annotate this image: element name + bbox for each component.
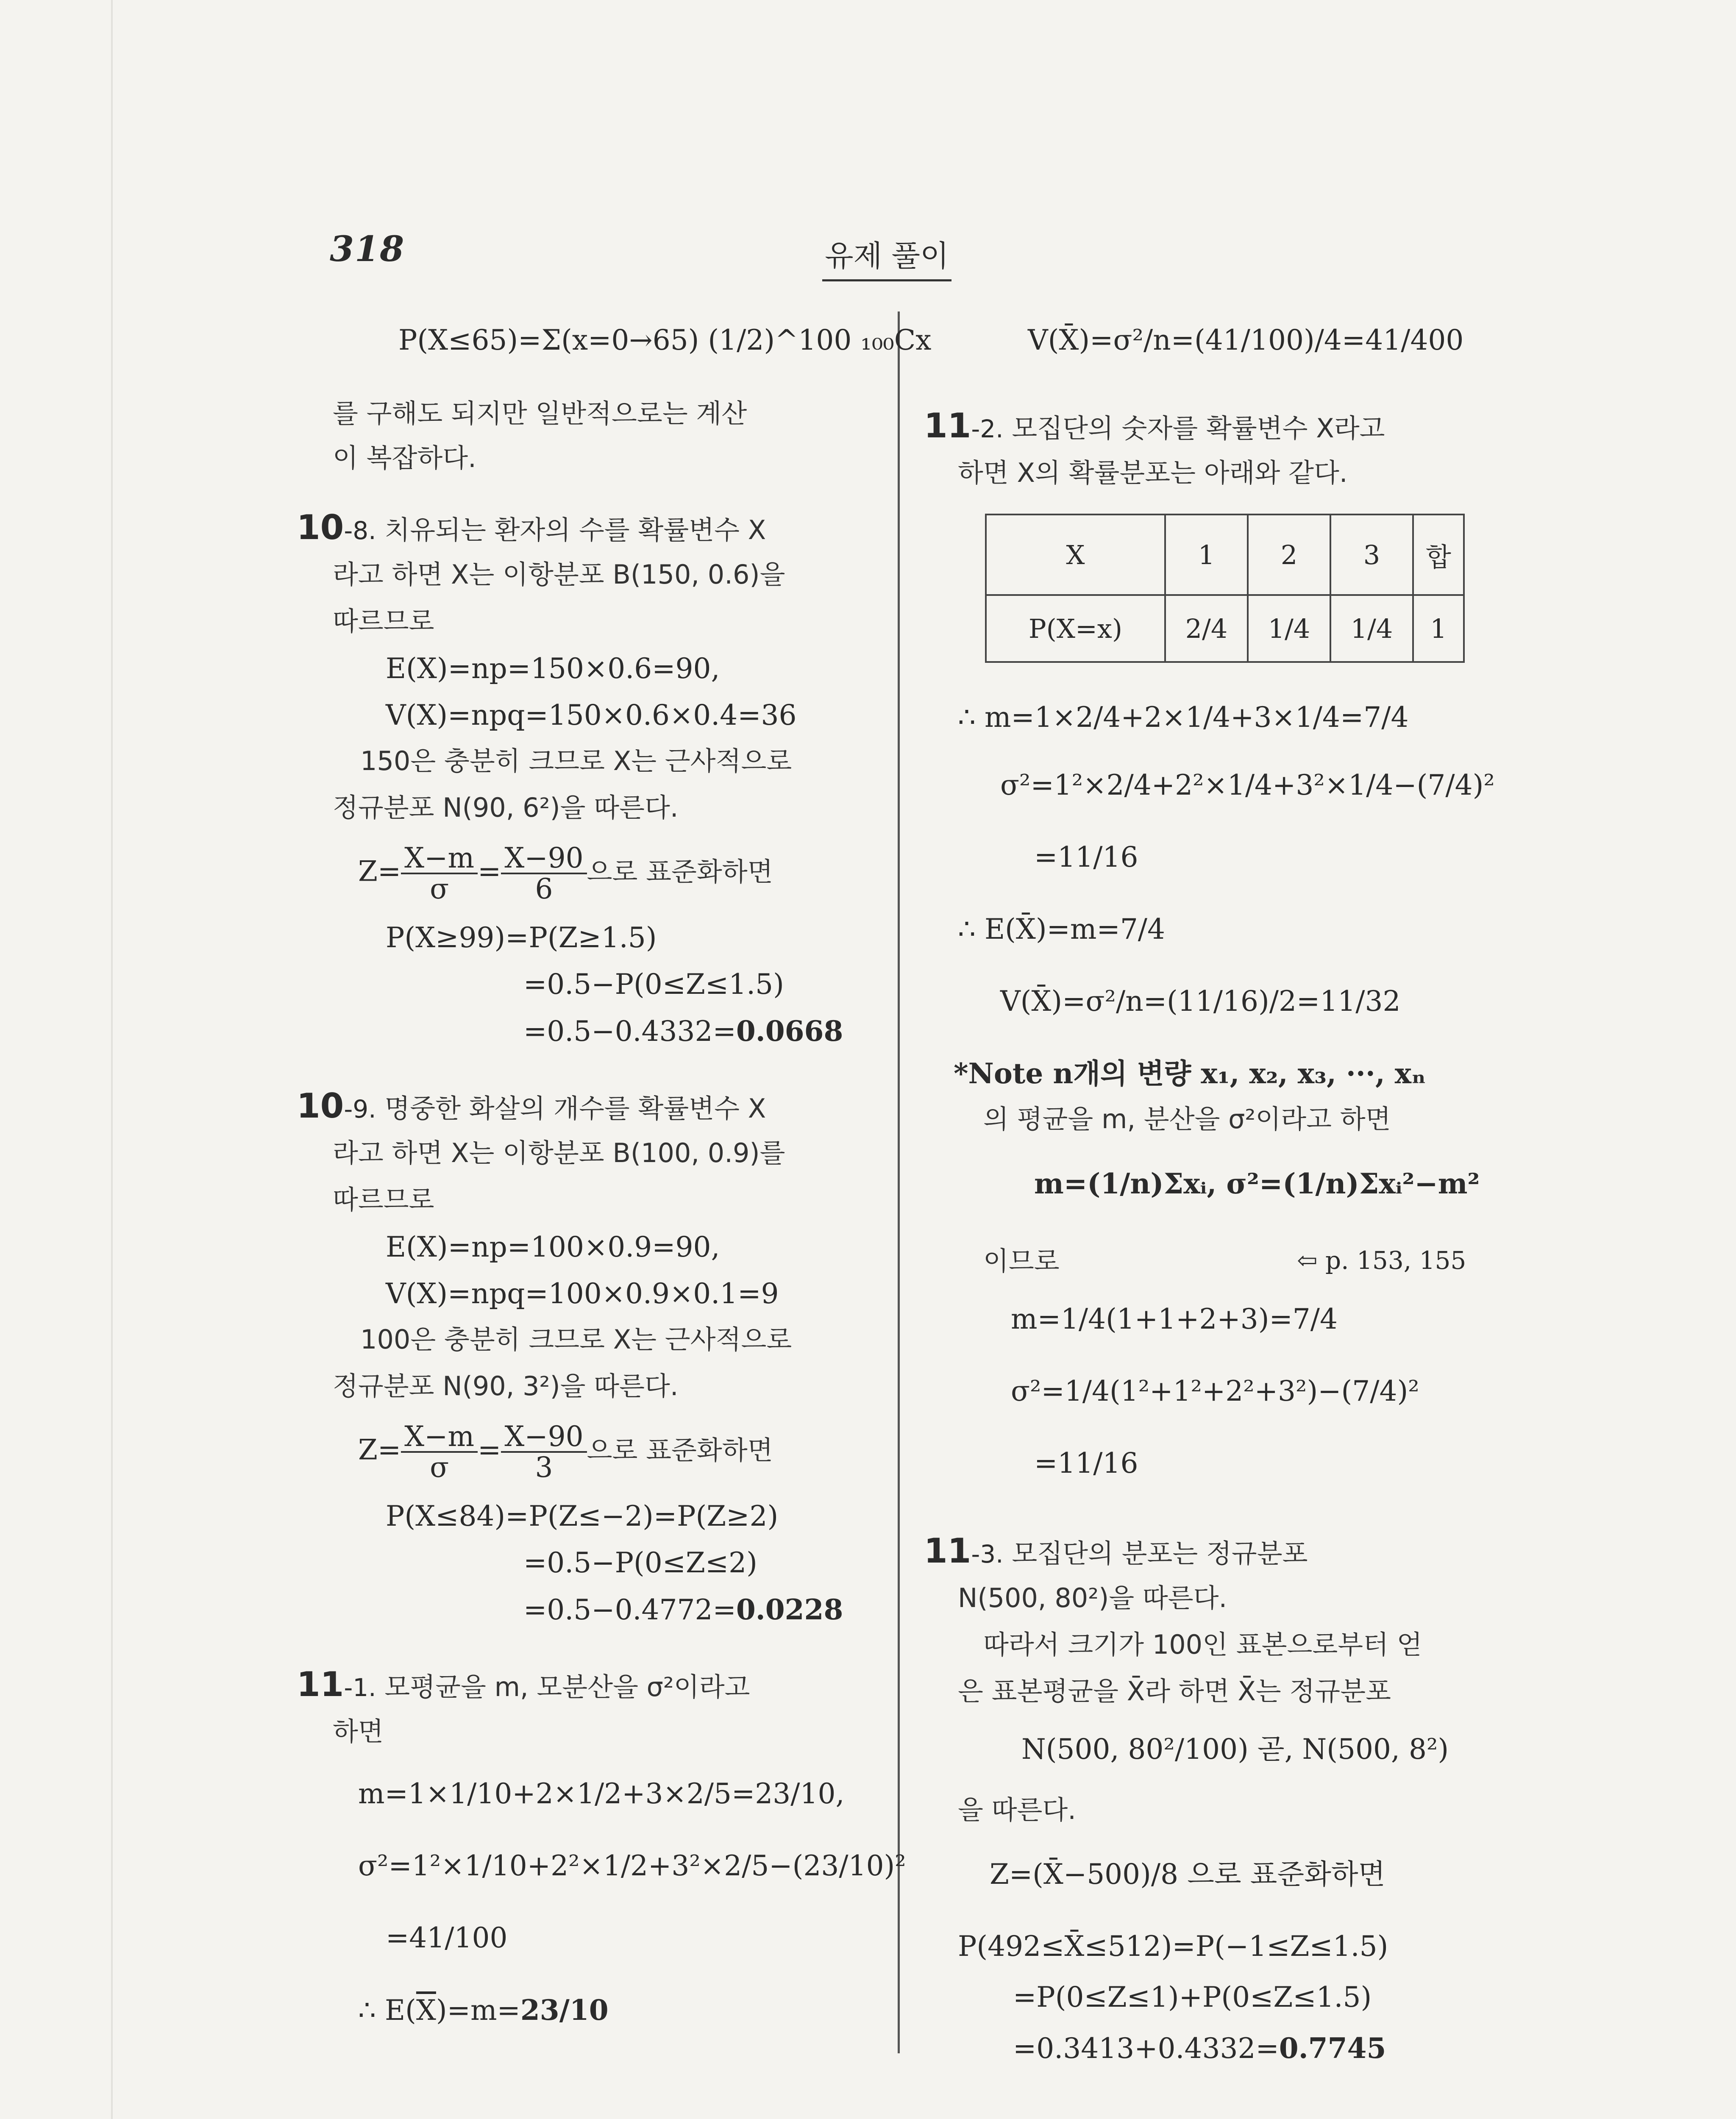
formula-mean: m=1×1/10+2×1/2+3×2/5=23/10, (358, 1777, 845, 1810)
problem-subnumber: -3. (971, 1540, 1004, 1568)
fraction: $\frac{X-90}{6}$ (501, 843, 587, 904)
problem-11-2-heading (924, 406, 1385, 445)
problem-10-9-heading (297, 1086, 766, 1126)
fraction: $\frac{X-m}{\sigma}$ (401, 843, 478, 904)
formula-answer: ∴ $E(\overline{X})=m=23/10$ (358, 1994, 609, 2027)
formula-answer: =0.5−0.4772=0.0228 (523, 1593, 843, 1626)
text-line: 은 표본평균을 X̄라 하면 X̄는 정규분포 (958, 1676, 1391, 1707)
formula-expectation: E(X)=np=100×0.9=90, (386, 1231, 720, 1263)
problem-11-1-heading (297, 1665, 750, 1704)
problem-number: 11 (924, 1531, 971, 1571)
formula-probability: =P(0≤Z≤1)+P(0≤Z≤1.5) (1013, 1981, 1372, 2013)
text-line: 정규분포 N(90, 3²)을 따른다. (333, 1371, 679, 1402)
table-cell: X (986, 514, 1165, 595)
probability-distribution-table (985, 514, 1465, 663)
text-line: 따르므로 (333, 1184, 434, 1215)
formula-probability: =0.5−P(0≤Z≤1.5) (523, 968, 784, 1001)
problem-number: 11 (924, 406, 971, 445)
problem-number: 10 (297, 1086, 344, 1126)
answer-value: 23/10 (520, 1994, 609, 2027)
text-line: 정규분포 N(90, 6²)을 따른다. (333, 792, 679, 823)
formula-variance: σ²=1/4(1²+1²+2²+3²)−(7/4)² (1011, 1375, 1419, 1407)
text-line: N(500, 80²)을 따른다. (958, 1582, 1227, 1613)
formula-binomial-sum: P(X≤65)=Σ(x=0→65) (1/2)^100 ₁₀₀Cx (398, 324, 932, 356)
problem-text: 모집단의 숫자를 확률변수 X라고 (1003, 413, 1385, 444)
note-line: *Note n개의 변량 x₁, x₂, x₃, ···, xₙ (954, 1057, 1426, 1090)
formula-variance-result: =11/16 (1034, 1447, 1138, 1479)
formula-variance-result: =41/100 (386, 1922, 508, 1954)
formula-standardize: Z= $\frac{X-m}{\sigma}$ = $\frac{X-90}{6}$ 으로 표준화하면 (358, 842, 773, 906)
problem-subnumber: -2. (971, 414, 1004, 443)
text-line: 라고 하면 X는 이항분포 B(150, 0.6)을 (333, 559, 785, 590)
formula-variance-mean: V(X̄)=σ²/n=(11/16)/2=11/32 (1000, 985, 1401, 1018)
fraction: $\frac{X-m}{\sigma}$ (401, 1422, 478, 1482)
page-number: 318 (330, 229, 405, 270)
formula-variance: σ²=1²×2/4+2²×1/4+3²×1/4−(7/4)² (1000, 769, 1495, 801)
text-line: 하면 (333, 1716, 384, 1747)
problem-subnumber: -9. (344, 1095, 376, 1123)
table-cell: 1 (1165, 514, 1248, 595)
page-reference: ⇦ p. 153, 155 (1297, 1246, 1466, 1275)
formula-answer: =0.5−0.4332=0.0668 (523, 1015, 843, 1048)
table-cell: 2/4 (1165, 595, 1248, 662)
formula-note: m=(1/n)Σxᵢ, σ²=(1/n)Σxᵢ²−m² (1034, 1167, 1480, 1200)
problem-number: 11 (297, 1665, 344, 1704)
answer-value: 0.0228 (736, 1593, 843, 1626)
problem-number: 10 (297, 508, 344, 547)
text-line: 100은 충분히 크므로 X는 근사적으로 (360, 1324, 792, 1355)
problem-10-8-heading (297, 508, 766, 547)
formula-variance-result: =11/16 (1034, 841, 1138, 873)
text-line: 하면 X의 확률분포는 아래와 같다. (958, 457, 1348, 488)
text-line: 를 구해도 되지만 일반적으로는 계산 (333, 398, 747, 429)
formula-standardize: Z= $\frac{X-m}{\sigma}$ = $\frac{X-90}{3}$ 으로 표준화하면 (358, 1420, 773, 1484)
formula-standardize: Z=(X̄−500)/8 으로 표준화하면 (990, 1858, 1385, 1891)
formula-probability: P(X≤84)=P(Z≤−2)=P(Z≥2) (386, 1500, 779, 1532)
formula-mean: m=1/4(1+1+2+3)=7/4 (1011, 1303, 1338, 1335)
formula-expectation: E(X)=np=150×0.6=90, (386, 652, 720, 685)
text-line: 의 평균을 m, 분산을 σ²이라고 하면 (983, 1104, 1391, 1135)
formula-probability: =0.5−P(0≤Z≤2) (523, 1546, 757, 1579)
fraction: $\frac{X-90}{3}$ (501, 1422, 587, 1482)
formula-variance: V(X)=npq=100×0.9×0.1=9 (386, 1277, 779, 1310)
formula-mean: ∴ m=1×2/4+2×1/4+3×1/4=7/4 (958, 701, 1409, 734)
formula-answer: =0.3413+0.4332=0.7745 (1013, 2032, 1386, 2065)
text-line: 이므로 (983, 1246, 1060, 1276)
running-head: 유제 풀이 (822, 232, 951, 281)
problem-subnumber: -8. (344, 516, 376, 545)
table-cell: 3 (1330, 514, 1413, 595)
formula-variance: σ²=1²×1/10+2²×1/2+3²×2/5−(23/10)² (358, 1849, 906, 1882)
formula-variance-mean: V(X̄)=σ²/n=(41/100)/4=41/400 (1028, 324, 1464, 356)
answer-value: 0.0668 (736, 1015, 843, 1048)
text-line: 이 복잡하다. (333, 442, 476, 473)
problem-text: 모평균을 m, 모분산을 σ²이라고 (376, 1671, 750, 1702)
text-line: 150은 충분히 크므로 X는 근사적으로 (360, 745, 792, 776)
problem-text: 모집단의 분포는 정규분포 (1003, 1538, 1308, 1569)
text-line: 라고 하면 X는 이항분포 B(100, 0.9)를 (333, 1137, 785, 1168)
formula-normal: N(500, 80²/100) 곧, N(500, 8²) (1021, 1733, 1449, 1766)
table-cell: 1/4 (1248, 595, 1330, 662)
problem-text: 명중한 화살의 개수를 확률변수 X (376, 1093, 766, 1124)
table-cell: 2 (1248, 514, 1330, 595)
formula-probability: P(492≤X̄≤512)=P(−1≤Z≤1.5) (958, 1930, 1388, 1963)
table-cell: 합 (1413, 514, 1464, 595)
text-line: 따르므로 (333, 606, 434, 637)
formula-variance: V(X)=npq=150×0.6×0.4=36 (386, 699, 797, 731)
page-edge (111, 0, 113, 2119)
problem-11-3-heading (924, 1531, 1308, 1571)
column-divider (898, 311, 900, 2053)
problem-text: 치유되는 환자의 수를 확률변수 X (376, 514, 766, 545)
formula-probability: P(X≥99)=P(Z≥1.5) (386, 921, 657, 954)
text-line: 을 따른다. (958, 1794, 1076, 1825)
table-cell: P(X=x) (986, 595, 1165, 662)
problem-subnumber: -1. (344, 1673, 376, 1702)
text-line: 따라서 크기가 100인 표본으로부터 얻 (983, 1629, 1422, 1660)
answer-value: 0.7745 (1279, 2032, 1386, 2065)
table-cell: 1/4 (1330, 595, 1413, 662)
table-row (986, 514, 1464, 595)
table-cell: 1 (1413, 595, 1464, 662)
table-row (986, 595, 1464, 662)
formula-expectation: ∴ E(X̄)=m=7/4 (958, 913, 1166, 945)
